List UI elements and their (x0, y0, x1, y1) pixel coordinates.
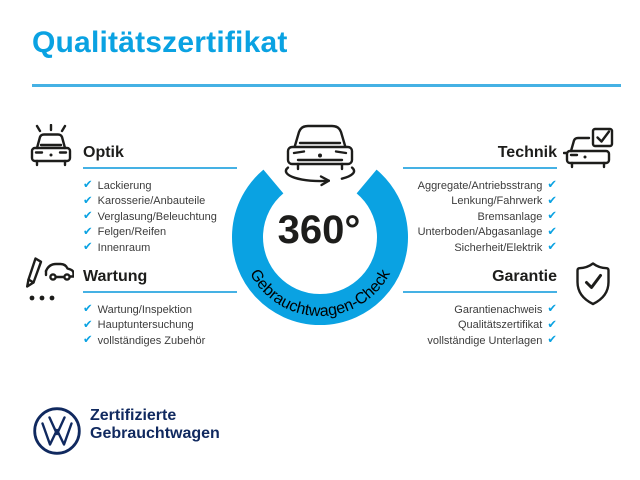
section-title: Technik (497, 144, 557, 161)
checklist-item-label: Felgen/Reifen (97, 226, 167, 239)
checklist-item-label: Hauptuntersuchung (97, 319, 194, 332)
checklist-item-label: Lackierung (97, 179, 152, 192)
brand-line-1: Zertifizierte (90, 407, 177, 424)
checklist-item-label: Verglasung/Beleuchtung (97, 210, 217, 223)
check-icon: ✔ (547, 225, 557, 238)
check-icon: ✔ (547, 241, 557, 253)
check-icon: ✔ (83, 225, 93, 238)
checklist-item-label: Qualitätszertifikat (457, 319, 543, 332)
checklist-item-label: vollständiges Zubehör (97, 334, 206, 347)
check-icon: ✔ (83, 241, 93, 253)
check-icon: ✔ (547, 303, 557, 315)
check-icon: ✔ (83, 194, 93, 207)
check-icon: ✔ (83, 303, 93, 315)
car-checkbox-icon (563, 127, 617, 173)
checklist-item (383, 333, 557, 349)
checklist-item-label: Garantienachweis (454, 303, 543, 316)
section-title: Wartung (83, 268, 148, 285)
checklist-item-label: Karosserie/Anbauteile (97, 195, 206, 208)
checklist-item-label: Innenraum (97, 241, 151, 254)
360-check-emblem (210, 113, 430, 328)
check-icon: ✔ (83, 210, 93, 222)
check-icon: ✔ (83, 334, 93, 346)
pencil-car-icon (24, 256, 74, 304)
check-icon: ✔ (547, 318, 557, 331)
checklist-item-label: Sicherheit/Elektrik (454, 241, 543, 254)
checklist-item-label: Wartung/Inspektion (97, 303, 193, 316)
car-rotation-icon (286, 126, 354, 185)
title-divider (32, 84, 621, 87)
checklist-item-label: Unterboden/Abgasanlage (417, 226, 543, 239)
check-icon: ✔ (547, 210, 557, 222)
brand-text (90, 407, 220, 442)
check-icon: ✔ (547, 194, 557, 207)
360-degree-value: 360° (277, 208, 361, 252)
check-icon: ✔ (83, 318, 93, 331)
checklist-item (83, 333, 257, 349)
check-icon: ✔ (547, 334, 557, 346)
checklist-item-label: Aggregate/Antriebsstrang (417, 179, 543, 192)
section-title: Optik (83, 144, 124, 161)
checklist-item-label: Lenkung/Fahrwerk (451, 195, 543, 208)
checklist-item-label: Bremsanlage (477, 210, 543, 223)
brand-line-2: Gebrauchtwagen (90, 424, 220, 442)
car-shine-icon (26, 124, 76, 170)
shield-check-icon (574, 261, 612, 307)
check-icon: ✔ (547, 179, 557, 191)
vw-logo (32, 406, 82, 456)
checklist-item-label: vollständige Unterlagen (427, 334, 543, 347)
section-title: Garantie (492, 268, 557, 285)
ring-label: Gebrauchtwagen-Check (246, 266, 394, 321)
page-title: Qualitätszertifikat (32, 26, 288, 59)
check-icon: ✔ (83, 179, 93, 191)
